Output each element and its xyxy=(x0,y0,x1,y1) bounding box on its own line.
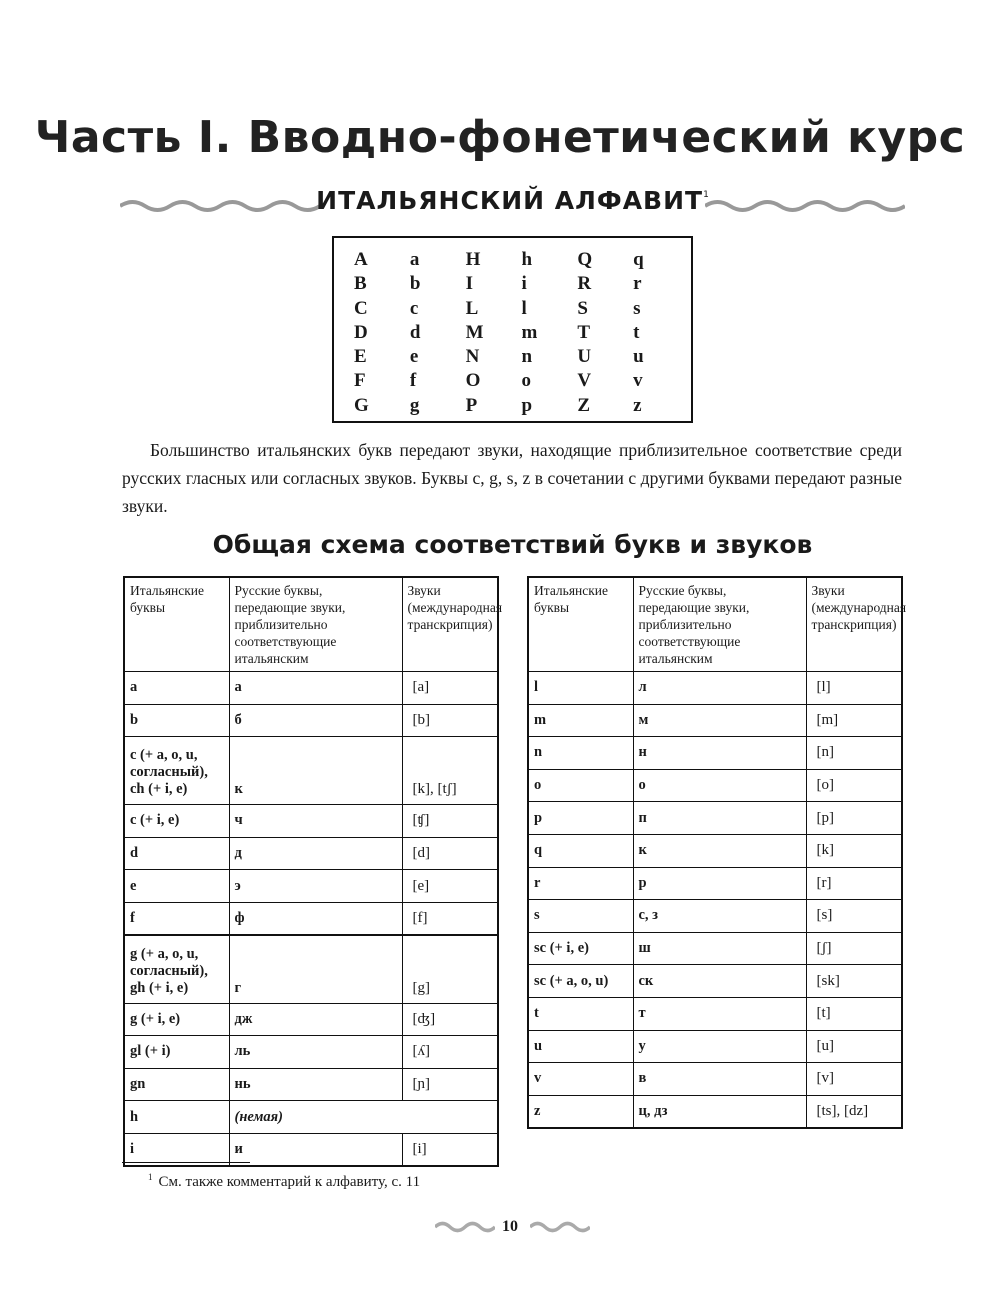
table-row xyxy=(528,932,902,965)
ipa-sound-cell: [k], [tʃ] xyxy=(402,737,498,805)
italian-letter-cell: f xyxy=(124,902,229,935)
ipa-sound-cell: [d] xyxy=(402,837,498,870)
italian-letter-cell: d xyxy=(124,837,229,870)
section-footnote-mark: 1 xyxy=(703,190,709,200)
letter-sound-table-right xyxy=(527,576,907,1129)
header-ipa-sounds: Звуки (международная транскрипция) xyxy=(402,577,498,672)
alphabet-letter: i xyxy=(521,273,527,295)
ipa-sound-cell: [b] xyxy=(402,704,498,737)
italian-letter-cell: n xyxy=(528,737,633,770)
italian-letter-cell: o xyxy=(528,769,633,802)
table-row xyxy=(528,965,902,998)
alphabet-letter: v xyxy=(633,370,643,392)
header-ipa-sounds: Звуки (международная транскрипция) xyxy=(806,577,902,672)
italian-letter-cell: e xyxy=(124,870,229,903)
ipa-sound-cell: [e] xyxy=(402,870,498,903)
alphabet-letter: C xyxy=(354,297,368,319)
russian-letter-cell: л xyxy=(633,672,806,705)
alphabet-letter: Z xyxy=(577,394,591,416)
letter-sound-table-left xyxy=(123,576,503,1167)
alphabet-letter: q xyxy=(633,249,644,270)
alphabet-letter: z xyxy=(633,394,642,416)
ipa-sound-cell: [ʤ] xyxy=(402,1003,498,1036)
russian-letter-cell: дж xyxy=(229,1003,402,1036)
italian-letter-cell: l xyxy=(528,672,633,705)
table-heading: Общая схема соответствий букв и звуков xyxy=(212,530,813,559)
italian-letter-cell: m xyxy=(528,704,633,737)
page-footer xyxy=(420,1212,600,1242)
italian-letter-cell: c (+ i, e) xyxy=(124,805,229,838)
italian-letter-cell: s xyxy=(528,900,633,933)
table-row xyxy=(124,805,498,838)
table-row xyxy=(124,672,498,705)
right-wave-ornament-icon xyxy=(705,198,905,214)
alphabet-letter: n xyxy=(521,346,533,368)
ipa-sound-cell: [u] xyxy=(806,1030,902,1063)
russian-letter-cell: (немая) xyxy=(229,1101,498,1134)
ipa-sound-cell: [k] xyxy=(806,834,902,867)
ipa-sound-cell: [ʧ] xyxy=(402,805,498,838)
alphabet-letter: E xyxy=(354,346,367,368)
russian-letter-cell: б xyxy=(229,704,402,737)
italian-letter-cell: gn xyxy=(124,1068,229,1101)
intro-paragraph: Большинство итальянских букв передают звуки, находящие приблизительное соответствие среди русских гласных или согласных звуков. Буквы c, g, s, z в сочетании с другими буквами передают разные звуки. xyxy=(122,440,902,516)
header-italian-letters: Итальянские буквы xyxy=(528,577,633,672)
footnote: $^1$ См. также комментарий к алфавиту, с. 11 xyxy=(148,1172,421,1190)
ipa-sound-cell: [l] xyxy=(806,672,902,705)
italian-letter-cell: g (+ i, e) xyxy=(124,1003,229,1036)
alphabet-letter: r xyxy=(633,273,642,295)
italian-letter-cell: gl (+ i) xyxy=(124,1036,229,1069)
table-row xyxy=(124,902,498,935)
italian-letter-cell: i xyxy=(124,1133,229,1166)
alphabet-grid xyxy=(346,248,681,418)
table-row xyxy=(124,837,498,870)
italian-letter-cell: b xyxy=(124,704,229,737)
italian-letter-cell: a xyxy=(124,672,229,705)
alphabet-box xyxy=(332,236,693,423)
table-row xyxy=(528,672,902,705)
ipa-sound-cell: [sk] xyxy=(806,965,902,998)
russian-letter-cell: д xyxy=(229,837,402,870)
footnote-divider xyxy=(122,1162,250,1163)
italian-letter-cell: p xyxy=(528,802,633,835)
italian-letter-cell: h xyxy=(124,1101,229,1134)
russian-letter-cell: г xyxy=(229,935,402,1003)
russian-letter-cell: н xyxy=(633,737,806,770)
alphabet-letter: M xyxy=(465,321,484,343)
russian-letter-cell: нь xyxy=(229,1068,402,1101)
ipa-sound-cell: [r] xyxy=(806,867,902,900)
italian-letter-cell: r xyxy=(528,867,633,900)
italian-letter-cell: sc (+ i, e) xyxy=(528,932,633,965)
table-row xyxy=(528,1095,902,1128)
alphabet-letter: G xyxy=(354,394,369,416)
table-row xyxy=(528,1030,902,1063)
alphabet-letter: m xyxy=(521,321,538,343)
table-row xyxy=(528,737,902,770)
italian-letter-cell: c (+ a, o, u, согласный), ch (+ i, e) xyxy=(124,737,229,805)
russian-letter-cell: у xyxy=(633,1030,806,1063)
alphabet-letter: F xyxy=(354,370,366,392)
ipa-sound-cell: [s] xyxy=(806,900,902,933)
alphabet-letter: s xyxy=(633,297,641,319)
table-row xyxy=(528,769,902,802)
italian-letter-cell: sc (+ a, o, u) xyxy=(528,965,633,998)
russian-letter-cell: о xyxy=(633,769,806,802)
alphabet-letter: I xyxy=(465,273,474,295)
italian-letter-cell: z xyxy=(528,1095,633,1128)
alphabet-letter: O xyxy=(465,370,481,392)
chapter-title: Часть I. Вводно-фонетический курс xyxy=(34,112,966,163)
table-row xyxy=(124,1068,498,1101)
ipa-sound-cell: [m] xyxy=(806,704,902,737)
russian-letter-cell: п xyxy=(633,802,806,835)
alphabet-letter: P xyxy=(465,394,478,416)
table-row xyxy=(124,870,498,903)
table-row xyxy=(124,704,498,737)
russian-letter-cell: м xyxy=(633,704,806,737)
footnote-mark: 1 xyxy=(148,1172,153,1182)
italian-letter-cell: t xyxy=(528,997,633,1030)
alphabet-letter: d xyxy=(409,321,421,343)
russian-letter-cell: и xyxy=(229,1133,402,1166)
alphabet-letter: D xyxy=(354,321,368,343)
table-row xyxy=(124,1101,498,1134)
russian-letter-cell: ф xyxy=(229,902,402,935)
alphabet-letter: B xyxy=(354,273,367,295)
italian-letter-cell: v xyxy=(528,1063,633,1096)
table-row xyxy=(528,834,902,867)
russian-letter-cell: ч xyxy=(229,805,402,838)
header-russian-letters: Русские буквы, передающие звуки, приблизительно соответствующие итальянским xyxy=(229,577,402,672)
russian-letter-cell: к xyxy=(229,737,402,805)
russian-letter-cell: ш xyxy=(633,932,806,965)
table-row xyxy=(124,1036,498,1069)
ipa-sound-cell: [i] xyxy=(402,1133,498,1166)
russian-letter-cell: к xyxy=(633,834,806,867)
ipa-sound-cell: [o] xyxy=(806,769,902,802)
table-row xyxy=(124,935,498,1003)
ipa-sound-cell: [ʎ] xyxy=(402,1036,498,1069)
alphabet-letter: g xyxy=(409,394,420,416)
alphabet-letter: V xyxy=(577,370,592,392)
italian-letter-cell: u xyxy=(528,1030,633,1063)
ipa-sound-cell: [ɲ] xyxy=(402,1068,498,1101)
alphabet-letter: o xyxy=(521,370,531,392)
table-row xyxy=(528,802,902,835)
alphabet-letter: R xyxy=(577,273,592,295)
alphabet-letter: u xyxy=(633,346,644,368)
table-row xyxy=(124,737,498,805)
russian-letter-cell: ль xyxy=(229,1036,402,1069)
table-row xyxy=(124,1003,498,1036)
section-header xyxy=(120,186,905,226)
ipa-sound-cell: [v] xyxy=(806,1063,902,1096)
alphabet-letter: Q xyxy=(577,249,593,270)
alphabet-letter: S xyxy=(577,297,588,319)
russian-letter-cell: э xyxy=(229,870,402,903)
table-row xyxy=(528,1063,902,1096)
russian-letter-cell: а xyxy=(229,672,402,705)
ipa-sound-cell: [p] xyxy=(806,802,902,835)
ipa-sound-cell: [n] xyxy=(806,737,902,770)
russian-letter-cell: р xyxy=(633,867,806,900)
alphabet-letter: e xyxy=(409,346,419,368)
right-footer-wave-icon xyxy=(530,1220,590,1234)
russian-letter-cell: в xyxy=(633,1063,806,1096)
alphabet-letter: L xyxy=(465,297,479,319)
russian-letter-cell: с, з xyxy=(633,900,806,933)
alphabet-letter: h xyxy=(521,249,533,270)
alphabet-letter: f xyxy=(409,370,417,392)
alphabet-letter: c xyxy=(409,297,419,319)
table-row xyxy=(528,997,902,1030)
russian-letter-cell: ск xyxy=(633,965,806,998)
alphabet-letter: T xyxy=(577,321,591,343)
page-number: 10 xyxy=(502,1218,518,1235)
alphabet-letter: b xyxy=(409,273,421,295)
table-row xyxy=(528,704,902,737)
section-title: ИТАЛЬЯНСКИЙ АЛФАВИТ$^1$ xyxy=(316,186,709,215)
ipa-sound-cell: [a] xyxy=(402,672,498,705)
italian-letter-cell: g (+ a, o, u, согласный), gh (+ i, e) xyxy=(124,935,229,1003)
alphabet-letter: l xyxy=(521,297,527,319)
ipa-sound-cell: [ʃ] xyxy=(806,932,902,965)
russian-letter-cell: т xyxy=(633,997,806,1030)
alphabet-letter: H xyxy=(465,249,481,270)
header-russian-letters: Русские буквы, передающие звуки, приблизительно соответствующие итальянским xyxy=(633,577,806,672)
ipa-sound-cell: [ts], [dz] xyxy=(806,1095,902,1128)
russian-letter-cell: ц, дз xyxy=(633,1095,806,1128)
italian-letter-cell: q xyxy=(528,834,633,867)
table-row xyxy=(528,867,902,900)
alphabet-letter: N xyxy=(465,346,480,368)
ipa-sound-cell: [g] xyxy=(402,935,498,1003)
ipa-sound-cell: [f] xyxy=(402,902,498,935)
header-italian-letters: Итальянские буквы xyxy=(124,577,229,672)
alphabet-letter: t xyxy=(633,321,640,343)
alphabet-letter: A xyxy=(354,249,368,270)
ipa-sound-cell: [t] xyxy=(806,997,902,1030)
alphabet-letter: a xyxy=(409,249,420,270)
alphabet-letter: U xyxy=(577,346,592,368)
alphabet-letter: p xyxy=(521,394,533,416)
table-row xyxy=(528,900,902,933)
